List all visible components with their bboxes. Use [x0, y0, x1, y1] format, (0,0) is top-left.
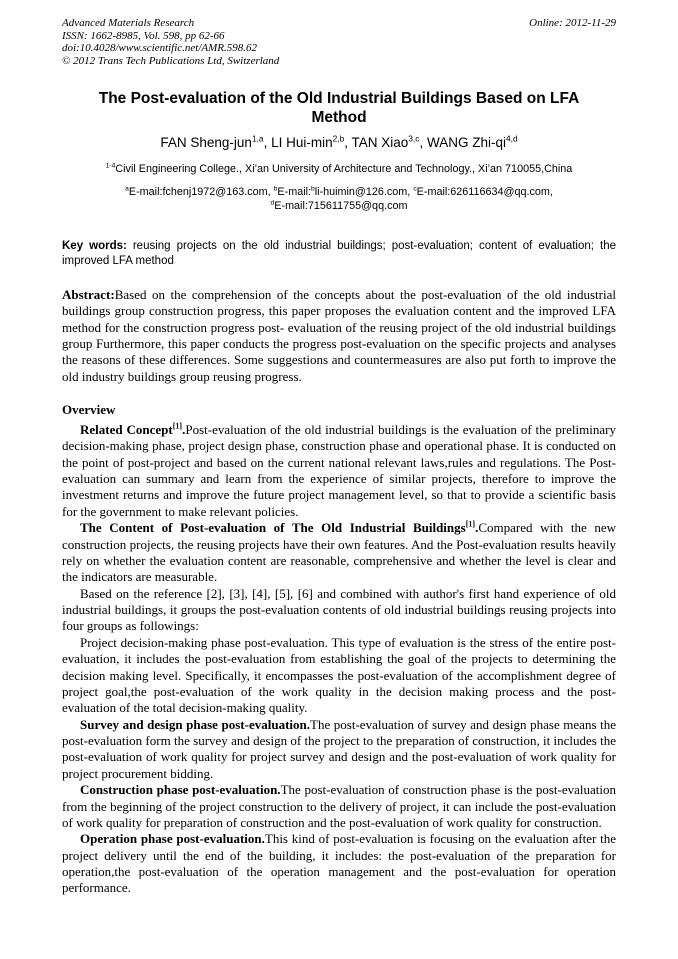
superscript: 2,b	[332, 133, 345, 144]
superscript: a	[125, 185, 129, 193]
text-run: Compared with the new construction projects, the reusing projects have their own features. And the Post-evaluation results heavily rely on whether the evaluation content are reasonable, comprehensive and whether the level is clear and the indicators are measurable.	[62, 520, 616, 585]
text-run: The post-evaluation of survey and design phase means the post-evaluation form the survey and design of the project to the preparation of construction, it includes the post-evaluation of work quality for project survey and design and the post-evaluation of work quality for project procurement bidding.	[62, 716, 616, 781]
paragraph	[62, 831, 616, 897]
paragraph	[62, 635, 616, 717]
text-run: ,	[344, 135, 352, 151]
body-paragraphs	[62, 422, 616, 897]
superscript: c	[413, 185, 417, 193]
text-run: Abstract:	[62, 286, 115, 302]
affiliation-line	[62, 162, 616, 176]
title-line-1: The Post-evaluation of the Old Industrial Buildings Based on LFA	[98, 89, 580, 107]
text-run: li-huimin@126.com,	[314, 185, 414, 198]
text-run: E-mail:	[277, 185, 311, 198]
text-run: Based on the comprehension of the concepts about the post-evaluation of the old industrial buildings group construction progress, this paper proposes the evaluation content and the improved LFA method for the construction progress post- evaluation of the reusing project of the old industrial buildings group Furthermore, this paper conducts the progress post-evaluation on the specific projects and analyses the reasons of these differences. Some suggestions and countermeasures are also put forth to improve the old industry buildings group reusing progress.	[62, 286, 616, 384]
text-run: E-mail:626116634@qq.com,	[416, 185, 553, 198]
text-run: TAN Xiao	[351, 135, 409, 151]
journal-name: Advanced Materials Research	[62, 17, 195, 29]
paragraph	[62, 586, 616, 635]
text-run: Post-evaluation of the old industrial buildings is the evaluation of the preliminary decision-making phase, project design phase, construction phase and operational phase. It is conducted on the point of post-project and based on the current national relevant laws,rules and regulations. The Post-evaluation can summary and learn from the experience of similar projects, therefore to improve the investment returns and improve the future project management level, so that to provide a scientific basis for the government to make relevant policies.	[62, 421, 616, 519]
abstract-paragraph	[62, 287, 616, 385]
paragraph	[62, 782, 616, 831]
superscript: [1]	[172, 421, 183, 431]
text-run: ,	[419, 135, 427, 151]
emails-line-1	[62, 185, 616, 199]
superscript: 4,d	[505, 133, 518, 144]
superscript: b	[311, 185, 315, 193]
issn-line: ISSN: 1662-8985, Vol. 598, pp 62-66	[62, 29, 225, 42]
text-run: Survey and design phase post-evaluation.	[80, 716, 310, 732]
authors-line	[62, 134, 616, 152]
superscript: 1-4	[105, 162, 116, 170]
superscript: d	[270, 199, 275, 207]
online-date: Online: 2012-11-29	[529, 17, 616, 29]
keywords-paragraph	[62, 239, 616, 269]
text-run: The Content of Post-evaluation of The Old Industrial Buildings	[80, 520, 466, 536]
text-run: Based on the reference [2], [3], [4], [5], [6] and combined with author's first hand experience of old industrial buildings, it groups the post-evaluation contents of old industrial buildings reusing projects into four groups as followings:	[62, 585, 616, 634]
superscript: b	[273, 185, 278, 193]
superscript: 3,c	[408, 133, 420, 144]
text-run: The post-evaluation of construction phase is the post-evaluation from the beginning of the project construction to the delivery of project, it can include the post-evaluation of work quality for preparation of construction and the post-evaluation of work quality for construction.	[62, 782, 617, 830]
superscript: [1]	[465, 519, 476, 529]
text-run: Related Concept	[80, 421, 173, 437]
doi-line: doi:10.4028/www.scientific.net/AMR.598.62	[62, 42, 258, 55]
text-run: LI Hui-min	[271, 135, 333, 151]
paragraph	[62, 717, 616, 783]
text-run: This kind of post-evaluation is focusing on the evaluation after the project delivery until the end of the building, it includes: the post-evaluation of the preparation for operation,the post-evaluation of the operation management and the post-evaluation for operation performance.	[62, 831, 616, 896]
text-run: FAN Sheng-jun	[160, 135, 252, 151]
text-run: WANG Zhi-qi	[426, 135, 506, 151]
section-heading-overview: Overview	[62, 402, 116, 418]
journal-info	[62, 17, 279, 68]
text-run: reusing projects on the old industrial buildings; post-evaluation; content of evaluation; the improved LFA method	[62, 239, 616, 267]
text-run: .	[182, 421, 186, 437]
superscript: 1,a	[251, 133, 264, 144]
text-run: E-mail:fchenj1972@163.com,	[128, 185, 274, 198]
title-line-2: Method	[311, 108, 367, 126]
paragraph	[62, 520, 616, 586]
text-run: Construction phase post-evaluation.	[80, 782, 281, 798]
text-run: Key words:	[62, 239, 127, 252]
emails-line-2	[62, 199, 616, 213]
text-run: Civil Engineering College., Xi’an University of Architecture and Technology., Xi’an 710055,China	[115, 162, 573, 175]
text-run: .	[475, 520, 479, 536]
paragraph	[62, 422, 616, 520]
text-run: Operation phase post-evaluation.	[80, 831, 265, 847]
text-run: ,	[263, 135, 272, 151]
journal-header	[62, 17, 616, 68]
text-run: Project decision-making phase post-evaluation. This type of evaluation is the stress of the entire post-evaluation, it includes the post-evaluation from establishing the goal of the projects to determining the decision making level. Specifically, it encompasses the post-evaluation of the accomplishment degree of project goal,the post-evaluation of the work quality in the decision making process and the post-evaluation of the total decision-making quality.	[62, 634, 616, 716]
copyright-line: © 2012 Trans Tech Publications Ltd, Switzerland	[62, 54, 280, 67]
text-run: E-mail:715611755@qq.com	[274, 199, 408, 212]
emails-block	[62, 185, 616, 213]
paper-title	[62, 89, 616, 128]
